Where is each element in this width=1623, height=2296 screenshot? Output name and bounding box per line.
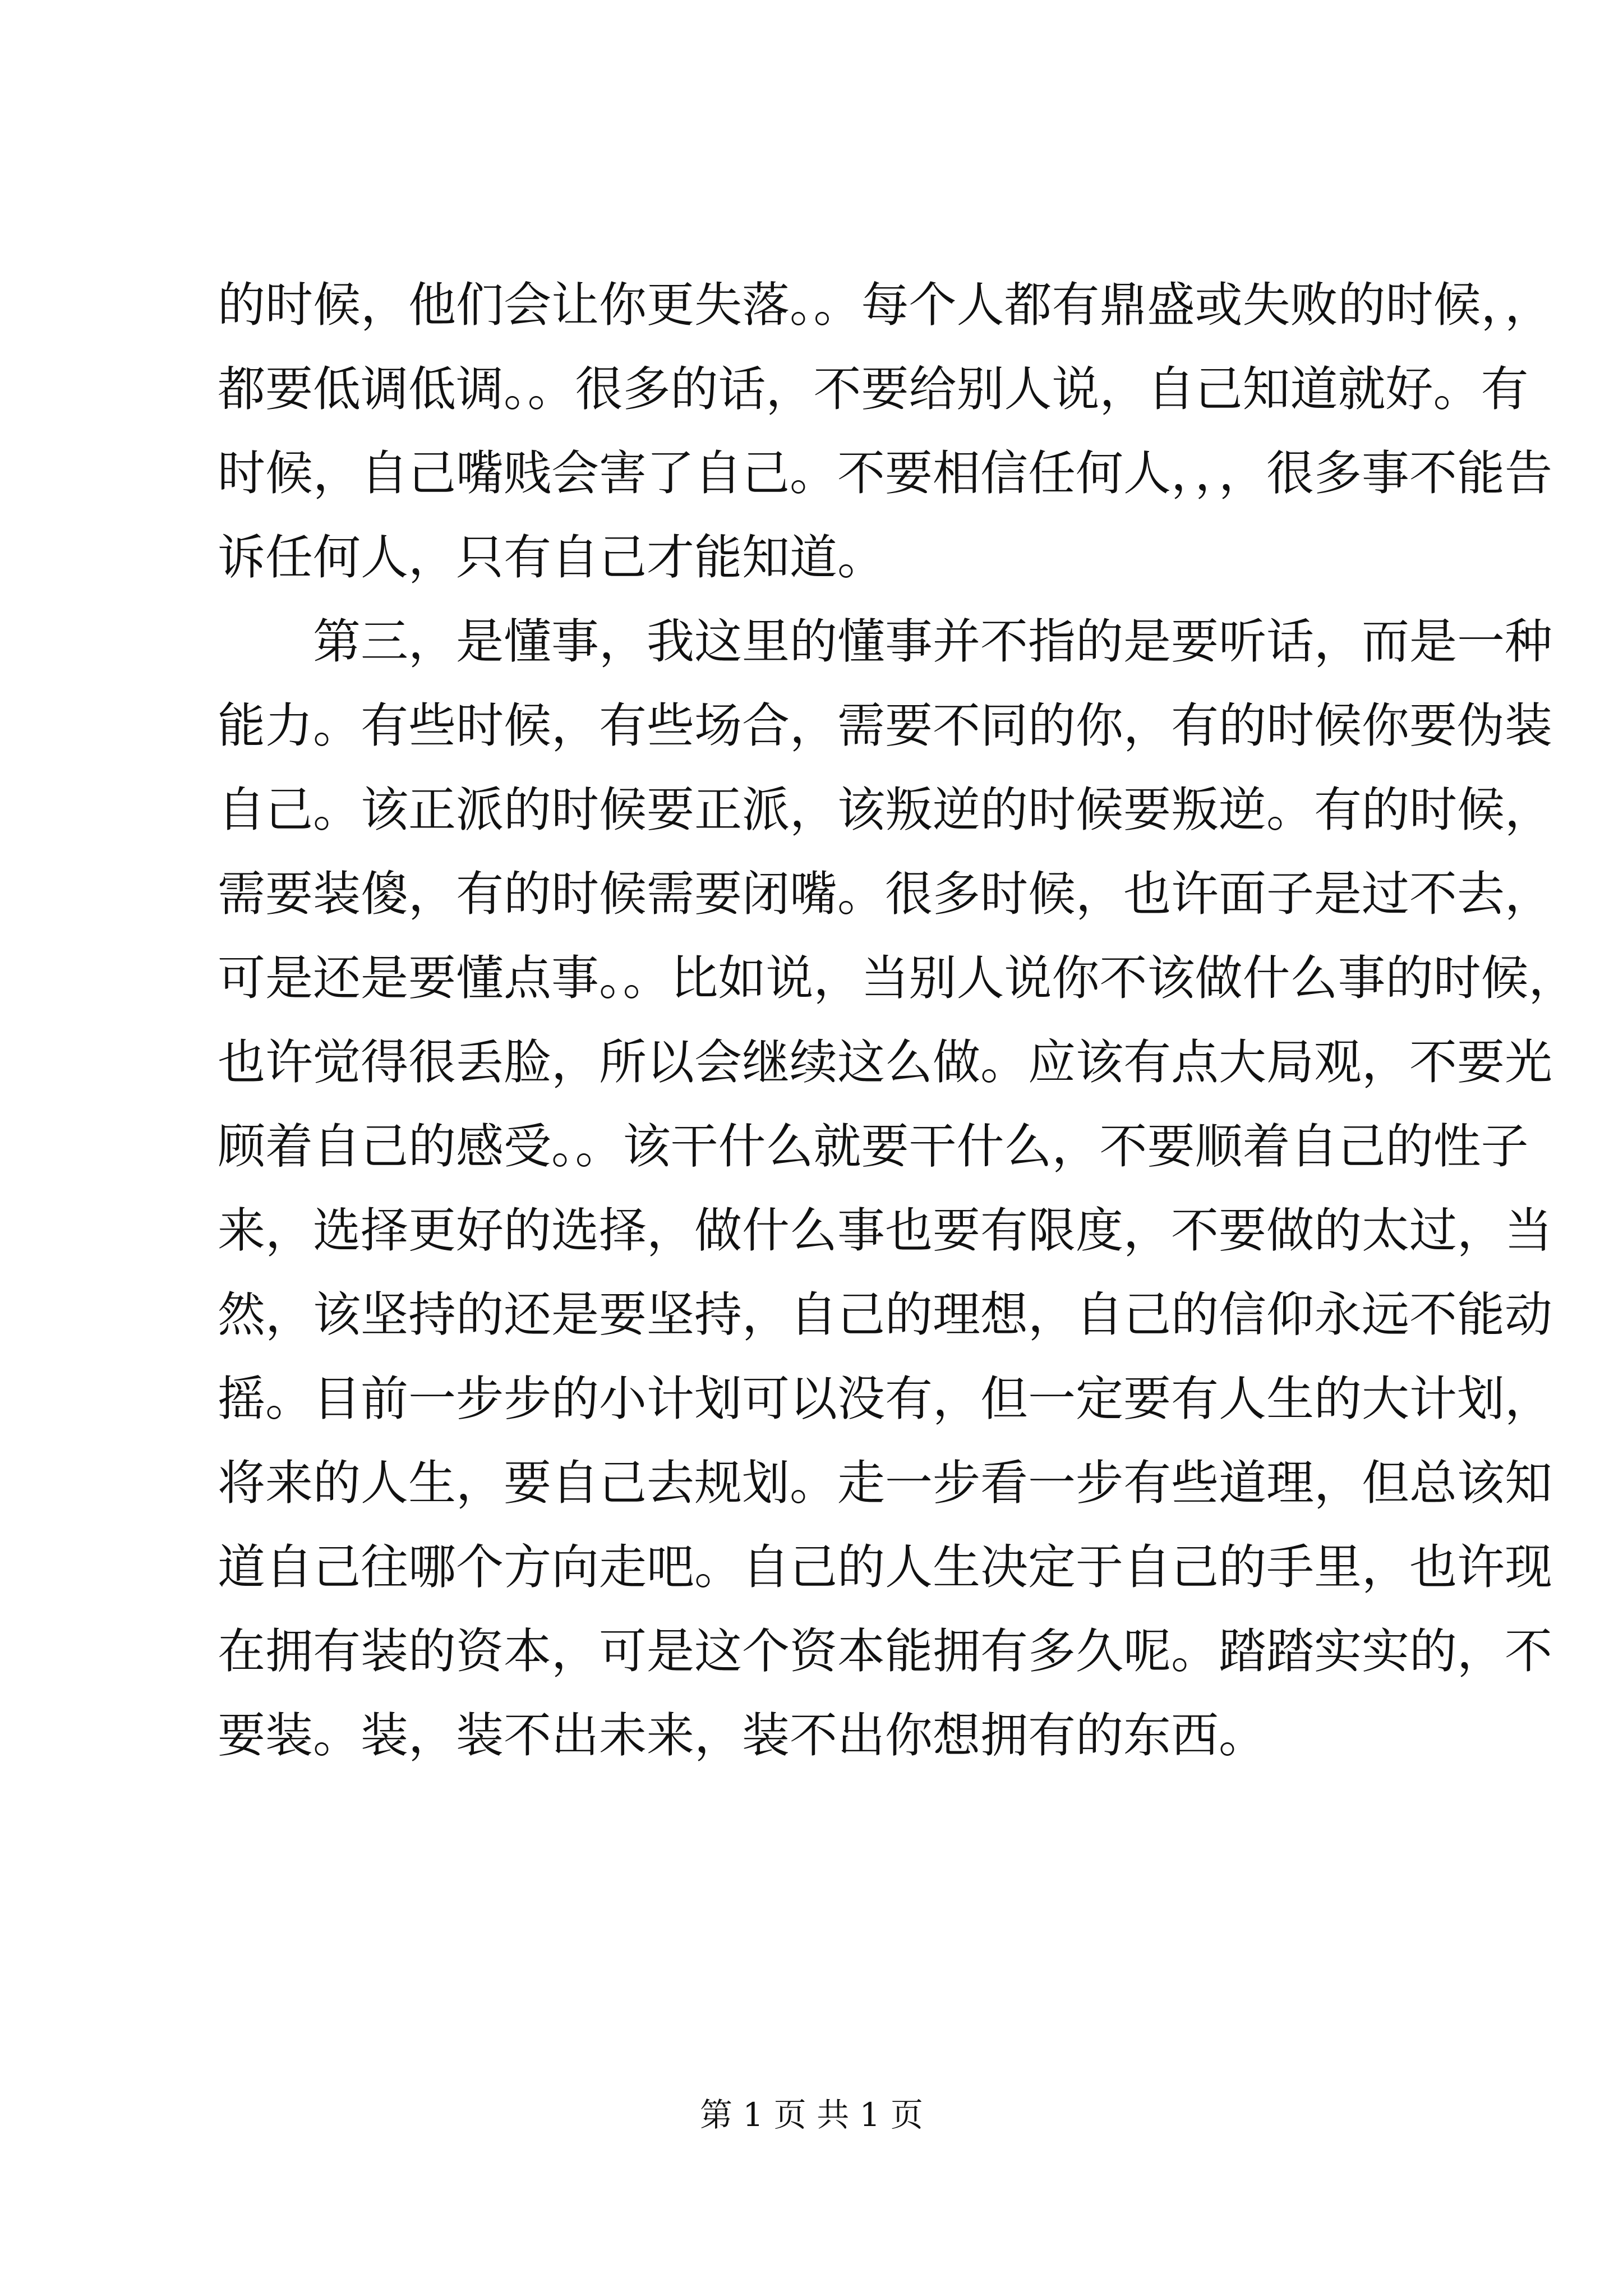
text-line: 能力。有些时候，有些场合，需要不同的你，有的时候你要伪装 xyxy=(218,698,1553,754)
text-line: 也许觉得很丢脸，所以会继续这么做。应该有点大局观，不要光 xyxy=(218,1035,1553,1091)
text-line: 在拥有装的资本，可是这个资本能拥有多久呢。踏踏实实的，不 xyxy=(218,1624,1553,1680)
text-line: 要装。装，装不出未来，装不出你想拥有的东西。 xyxy=(218,1708,1267,1764)
text-line: 将来的人生，要自己去规划。走一步看一步有些道理，但总该知 xyxy=(218,1456,1553,1511)
text-line: 摇。目前一步步的小计划可以没有，但一定要有人生的大计划， xyxy=(218,1372,1553,1427)
text-line: 诉任何人，只有自己才能知道。 xyxy=(218,530,886,586)
text-line: 自己。该正派的时候要正派，该叛逆的时候要叛逆。有的时候， xyxy=(218,783,1553,838)
text-line: 需要装傻，有的时候需要闭嘴。很多时候，也许面子是过不去， xyxy=(218,867,1553,922)
text-line: 时候，自己嘴贱会害了自己。不要相信任何人，，，很多事不能告 xyxy=(218,446,1553,501)
text-line: 的时候，他们会让你更失落。。每个人都有鼎盛或失败的时候，， xyxy=(218,278,1553,333)
page-number-footer: 第 1 页 共 1 页 xyxy=(700,2096,923,2134)
text-line: 可是还是要懂点事。。比如说，当别人说你不该做什么事的时候， xyxy=(218,951,1576,1006)
text-line: 第三，是懂事，我这里的懂事并不指的是要听话，而是一种 xyxy=(218,614,1553,670)
text-line: 然，该坚持的还是要坚持，自己的理想，自己的信仰永远不能动 xyxy=(218,1287,1553,1343)
body-text xyxy=(218,264,1576,1778)
text-line: 顾着自己的感受。。该干什么就要干什么，不要顺着自己的性子 xyxy=(218,1119,1529,1175)
text-line: 来，选择更好的选择，做什么事也要有限度，不要做的太过，当 xyxy=(218,1203,1553,1259)
text-line: 道自己往哪个方向走吧。自己的人生决定于自己的手里，也许现 xyxy=(218,1540,1553,1595)
text-line: 都要低调低调。。很多的话，不要给别人说，自己知道就好。有 xyxy=(218,362,1529,417)
